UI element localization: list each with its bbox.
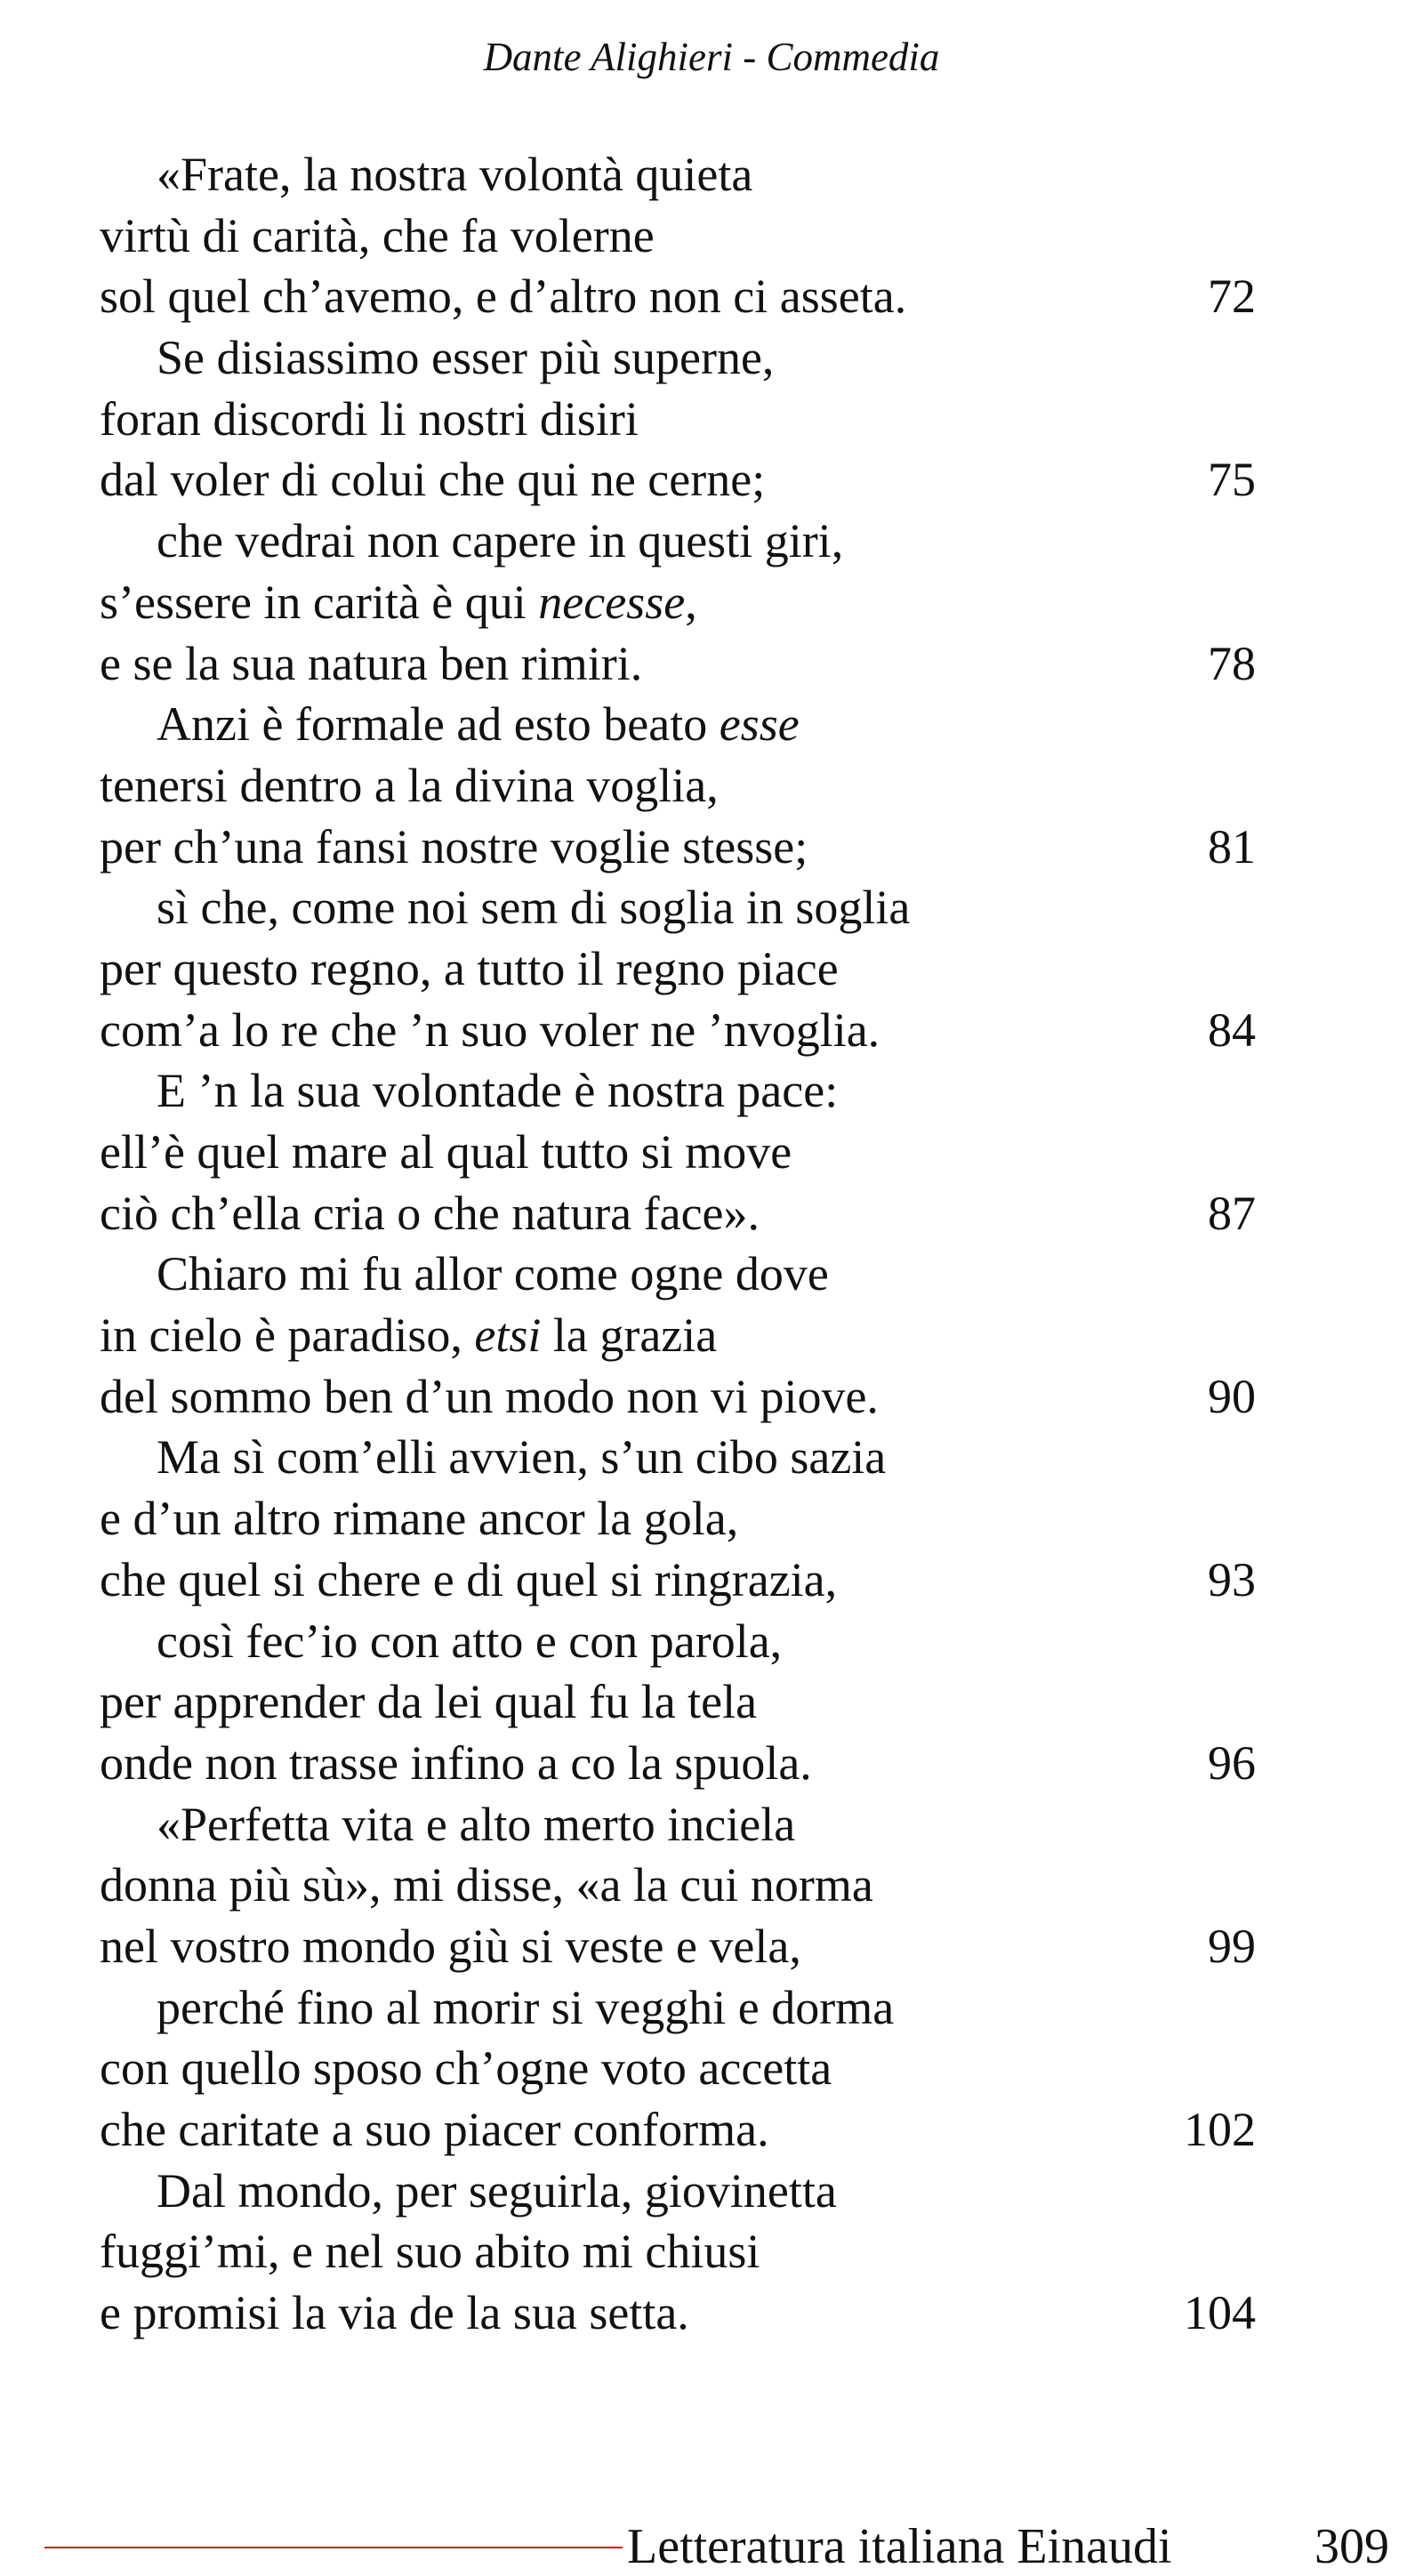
verse-number: 99 (1208, 1919, 1256, 1973)
verse-line (100, 327, 1256, 389)
verse-text: tenersi dentro a la divina voglia, (100, 758, 719, 812)
verse-text: foran discordi li nostri disiri (100, 391, 639, 446)
verse-number: 72 (1208, 270, 1256, 324)
running-title: Dante Alighieri - Commedia (483, 35, 940, 79)
verse-text: con quello sposo ch’ogne voto accetta (100, 2041, 832, 2096)
footer-rule (44, 2547, 623, 2548)
verse-line (100, 817, 1256, 878)
verse-number: 81 (1208, 819, 1256, 873)
tercet (100, 1060, 1256, 1244)
verse-number: 104 (1184, 2286, 1256, 2340)
verse-line (100, 2221, 1256, 2282)
verse-line (100, 694, 1256, 755)
poem-body (100, 144, 1256, 2344)
verse-line (100, 1611, 1256, 1672)
verse-line (100, 2282, 1256, 2344)
verse-text: onde non trasse infino a co la spuola. (100, 1735, 812, 1790)
tercet (100, 1794, 1256, 1977)
verse-line (100, 1060, 1256, 1122)
verse-line (100, 389, 1256, 450)
verse-text: virtù di carità, che fa volerne (100, 208, 655, 262)
verse-text: com’a lo re che ’n suo voler ne ’nvoglia. (100, 1002, 880, 1057)
tercet (100, 327, 1256, 511)
verse-text: per ch’una fansi nostre voglie stesse; (100, 819, 808, 873)
verse-line (100, 1916, 1256, 1977)
verse-text: «Perfetta vita e alto merto inciela (157, 1797, 796, 1851)
verse-text: s’essere in carità è qui necesse, (100, 575, 697, 629)
verse-text: Ma sì com’elli avvien, s’un cibo sazia (157, 1430, 887, 1485)
verse-line (100, 572, 1256, 633)
verse-text: ell’è quel mare al qual tutto si move (100, 1125, 792, 1179)
tercet (100, 1427, 1256, 1610)
verse-text: del sommo ben d’un modo non vi piove. (100, 1369, 879, 1423)
verse-line (100, 633, 1256, 695)
verse-line (100, 1244, 1256, 1305)
verse-text: dal voler di colui che qui ne cerne; (100, 453, 766, 507)
verse-line (100, 1550, 1256, 1611)
verse-text: perché fino al morir si vegghi e dorma (157, 1980, 895, 2034)
tercet (100, 1977, 1256, 2161)
tercet (100, 2161, 1256, 2344)
verse-text: che quel si chere e di quel si ringrazia, (100, 1552, 838, 1606)
verse-line (100, 205, 1256, 267)
verse-line (100, 1671, 1256, 1733)
verse-line (100, 1733, 1256, 1794)
tercet (100, 1244, 1256, 1427)
verse-number: 93 (1208, 1552, 1256, 1606)
verse-text: sol quel ch’avemo, e d’altro non ci asseta. (100, 270, 907, 324)
verse-line (100, 877, 1256, 938)
verse-line (100, 2038, 1256, 2099)
verse-line (100, 1305, 1256, 1366)
verse-line (100, 2099, 1256, 2161)
verse-line (100, 266, 1256, 327)
verse-number: 87 (1208, 1186, 1256, 1240)
verse-text: che vedrai non capere in questi giri, (157, 514, 844, 568)
verse-text: Dal mondo, per seguirla, giovinetta (157, 2163, 837, 2218)
verse-number: 75 (1208, 453, 1256, 507)
verse-text: e d’un altro rimane ancor la gola, (100, 1492, 739, 1546)
verse-line (100, 1427, 1256, 1488)
verse-line (100, 1183, 1256, 1244)
tercet (100, 511, 1256, 694)
tercet (100, 877, 1256, 1060)
verse-line (100, 1366, 1256, 1428)
verse-line (100, 755, 1256, 817)
verse-text: donna più sù», mi disse, «a la cui norma (100, 1858, 873, 1912)
verse-text: sì che, come noi sem di soglia in soglia (157, 881, 911, 935)
verse-text: Anzi è formale ad esto beato esse (157, 697, 800, 752)
verse-text: per questo regno, a tutto il regno piace (100, 941, 839, 995)
verse-text: ciò ch’ella cria o che natura face». (100, 1186, 760, 1240)
verse-number: 90 (1208, 1369, 1256, 1423)
verse-line (100, 449, 1256, 511)
verse-line (100, 144, 1256, 205)
verse-number: 102 (1184, 2103, 1256, 2156)
verse-line (100, 1488, 1256, 1550)
verse-line (100, 1855, 1256, 1916)
tercet (100, 1611, 1256, 1794)
verse-text: E ’n la sua volontade è nostra pace: (157, 1064, 839, 1118)
verse-line (100, 1000, 1256, 1061)
verse-text: in cielo è paradiso, etsi la grazia (100, 1308, 718, 1363)
verse-line (100, 1977, 1256, 2039)
verse-text: Chiaro mi fu allor come ogne dove (157, 1247, 829, 1301)
verse-text: Se disiassimo esser più superne, (157, 331, 775, 385)
verse-line (100, 511, 1256, 572)
tercet (100, 694, 1256, 877)
verse-text: fuggi’mi, e nel suo abito mi chiusi (100, 2225, 760, 2279)
verse-text: «Frate, la nostra volontà quieta (157, 148, 753, 201)
verse-text: per apprender da lei qual fu la tela (100, 1675, 758, 1729)
verse-line (100, 938, 1256, 1000)
page-number: 309 (1314, 2519, 1389, 2574)
verse-number: 96 (1208, 1735, 1256, 1790)
verse-line (100, 1122, 1256, 1183)
verse-text: così fec’io con atto e con parola, (157, 1614, 783, 1668)
verse-number: 84 (1208, 1002, 1256, 1057)
footer-publisher: Letteratura italiana Einaudi (627, 2519, 1172, 2574)
verse-number: 78 (1208, 636, 1256, 690)
verse-text: e se la sua natura ben rimiri. (100, 636, 643, 690)
tercet (100, 144, 1256, 327)
tercet-list (100, 144, 1256, 2344)
verse-text: che caritate a suo piacer conforma. (100, 2103, 769, 2156)
verse-line (100, 2161, 1256, 2222)
verse-line (100, 1794, 1256, 1856)
verse-text: e promisi la via de la sua setta. (100, 2286, 689, 2340)
verse-text: nel vostro mondo giù si veste e vela, (100, 1919, 801, 1973)
